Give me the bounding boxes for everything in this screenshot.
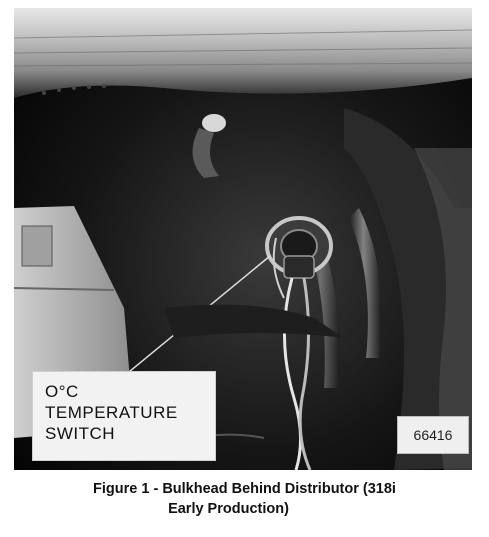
figure-caption: [0, 479, 489, 519]
caption-line-2: Early Production): [168, 501, 289, 517]
callout-line-1: O°C: [45, 382, 79, 401]
engine-bay-photo: [14, 8, 472, 470]
photo-number-label: 66416: [397, 416, 469, 454]
temperature-switch-callout: [32, 371, 216, 461]
callout-line-2: TEMPERATURE: [45, 403, 178, 422]
callout-line-3: SWITCH: [45, 424, 116, 443]
caption-line-1: Figure 1 - Bulkhead Behind Distributor (318i: [93, 481, 396, 497]
